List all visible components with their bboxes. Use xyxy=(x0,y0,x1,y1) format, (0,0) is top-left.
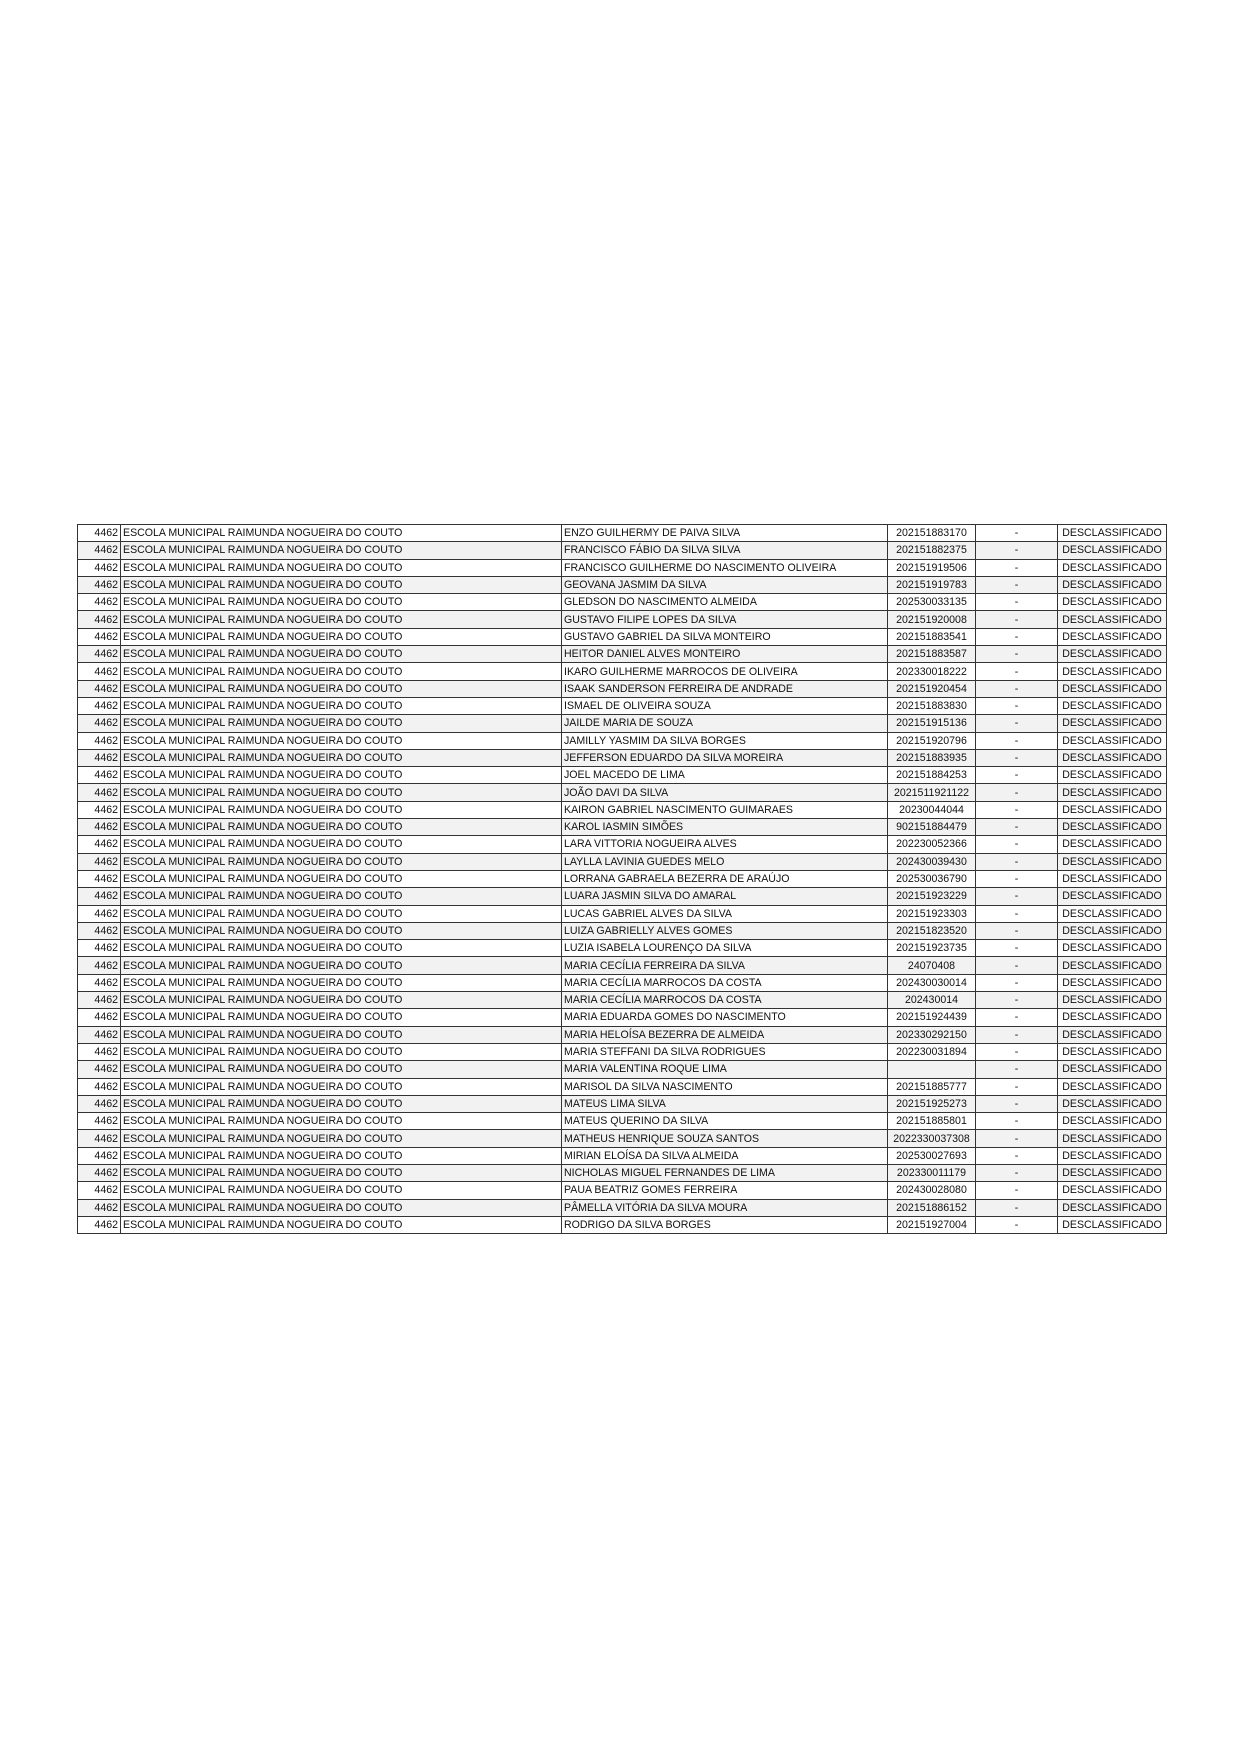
student-name-cell: ISMAEL DE OLIVEIRA SOUZA xyxy=(562,697,888,714)
student-name-cell: GUSTAVO GABRIEL DA SILVA MONTEIRO xyxy=(562,628,888,645)
school-code-cell: 4462 xyxy=(78,1043,121,1060)
registration-cell: 202151885777 xyxy=(888,1078,976,1095)
student-name-cell: MATEUS QUERINO DA SILVA xyxy=(562,1113,888,1130)
status-cell: DESCLASSIFICADO xyxy=(1058,594,1167,611)
status-cell: DESCLASSIFICADO xyxy=(1058,1216,1167,1233)
school-name-cell: ESCOLA MUNICIPAL RAIMUNDA NOGUEIRA DO COUTO xyxy=(121,1095,562,1112)
table-row xyxy=(78,749,1167,766)
student-name-cell: JOÃO DAVI DA SILVA xyxy=(562,784,888,801)
score-cell: - xyxy=(976,628,1058,645)
registration-cell: 202151923229 xyxy=(888,888,976,905)
registration-cell: 202330292150 xyxy=(888,1026,976,1043)
school-name-cell: ESCOLA MUNICIPAL RAIMUNDA NOGUEIRA DO COUTO xyxy=(121,1182,562,1199)
table-row xyxy=(78,559,1167,576)
status-cell: DESCLASSIFICADO xyxy=(1058,1113,1167,1130)
table-row xyxy=(78,1113,1167,1130)
registration-cell: 202151915136 xyxy=(888,715,976,732)
table-row xyxy=(78,992,1167,1009)
registration-cell: 202151882375 xyxy=(888,542,976,559)
school-code-cell: 4462 xyxy=(78,732,121,749)
school-name-cell: ESCOLA MUNICIPAL RAIMUNDA NOGUEIRA DO COUTO xyxy=(121,784,562,801)
score-cell: - xyxy=(976,1216,1058,1233)
registration-cell: 202151883170 xyxy=(888,525,976,542)
score-cell: - xyxy=(976,1026,1058,1043)
student-name-cell: RODRIGO DA SILVA BORGES xyxy=(562,1216,888,1233)
score-cell: - xyxy=(976,819,1058,836)
table-row xyxy=(78,1078,1167,1095)
score-cell: - xyxy=(976,611,1058,628)
school-code-cell: 4462 xyxy=(78,1095,121,1112)
score-cell: - xyxy=(976,1182,1058,1199)
student-name-cell: MARIA CECÍLIA MARROCOS DA COSTA xyxy=(562,992,888,1009)
status-cell: DESCLASSIFICADO xyxy=(1058,732,1167,749)
status-cell: DESCLASSIFICADO xyxy=(1058,1078,1167,1095)
registration-cell: 202151920454 xyxy=(888,680,976,697)
registration-cell: 2021511921122 xyxy=(888,784,976,801)
score-cell: - xyxy=(976,1009,1058,1026)
score-cell: - xyxy=(976,525,1058,542)
school-code-cell: 4462 xyxy=(78,1216,121,1233)
status-cell: DESCLASSIFICADO xyxy=(1058,974,1167,991)
status-cell: DESCLASSIFICADO xyxy=(1058,576,1167,593)
registration-cell: 202330011179 xyxy=(888,1164,976,1181)
school-name-cell: ESCOLA MUNICIPAL RAIMUNDA NOGUEIRA DO COUTO xyxy=(121,836,562,853)
score-cell: - xyxy=(976,1199,1058,1216)
table-row xyxy=(78,1164,1167,1181)
school-code-cell: 4462 xyxy=(78,1182,121,1199)
registration-cell: 202530036790 xyxy=(888,870,976,887)
school-name-cell: ESCOLA MUNICIPAL RAIMUNDA NOGUEIRA DO COUTO xyxy=(121,576,562,593)
score-cell: - xyxy=(976,974,1058,991)
student-name-cell: HEITOR DANIEL ALVES MONTEIRO xyxy=(562,646,888,663)
student-name-cell: MARIA EDUARDA GOMES DO NASCIMENTO xyxy=(562,1009,888,1026)
school-name-cell: ESCOLA MUNICIPAL RAIMUNDA NOGUEIRA DO COUTO xyxy=(121,732,562,749)
student-name-cell: JOEL MACEDO DE LIMA xyxy=(562,767,888,784)
school-code-cell: 4462 xyxy=(78,576,121,593)
score-cell: - xyxy=(976,663,1058,680)
school-name-cell: ESCOLA MUNICIPAL RAIMUNDA NOGUEIRA DO COUTO xyxy=(121,1199,562,1216)
score-cell: - xyxy=(976,680,1058,697)
student-name-cell: MARIA CECÍLIA MARROCOS DA COSTA xyxy=(562,974,888,991)
table-row xyxy=(78,767,1167,784)
status-cell: DESCLASSIFICADO xyxy=(1058,680,1167,697)
status-cell: DESCLASSIFICADO xyxy=(1058,940,1167,957)
score-cell: - xyxy=(976,992,1058,1009)
school-name-cell: ESCOLA MUNICIPAL RAIMUNDA NOGUEIRA DO COUTO xyxy=(121,819,562,836)
school-name-cell: ESCOLA MUNICIPAL RAIMUNDA NOGUEIRA DO COUTO xyxy=(121,646,562,663)
school-code-cell: 4462 xyxy=(78,922,121,939)
registration-cell: 202430030014 xyxy=(888,974,976,991)
student-name-cell: FRANCISCO GUILHERME DO NASCIMENTO OLIVEIRA xyxy=(562,559,888,576)
school-code-cell: 4462 xyxy=(78,749,121,766)
student-name-cell: NICHOLAS MIGUEL FERNANDES DE LIMA xyxy=(562,1164,888,1181)
table-row xyxy=(78,611,1167,628)
table-row xyxy=(78,836,1167,853)
registration-cell: 202151885801 xyxy=(888,1113,976,1130)
school-name-cell: ESCOLA MUNICIPAL RAIMUNDA NOGUEIRA DO COUTO xyxy=(121,957,562,974)
registration-cell: 202430039430 xyxy=(888,853,976,870)
school-code-cell: 4462 xyxy=(78,697,121,714)
registration-cell: 202151883935 xyxy=(888,749,976,766)
score-cell: - xyxy=(976,1130,1058,1147)
status-cell: DESCLASSIFICADO xyxy=(1058,922,1167,939)
school-name-cell: ESCOLA MUNICIPAL RAIMUNDA NOGUEIRA DO COUTO xyxy=(121,594,562,611)
status-cell: DESCLASSIFICADO xyxy=(1058,1026,1167,1043)
registration-cell: 2022330037308 xyxy=(888,1130,976,1147)
table-row xyxy=(78,1216,1167,1233)
registration-cell: 202151920008 xyxy=(888,611,976,628)
student-name-cell: LUCAS GABRIEL ALVES DA SILVA xyxy=(562,905,888,922)
school-name-cell: ESCOLA MUNICIPAL RAIMUNDA NOGUEIRA DO COUTO xyxy=(121,974,562,991)
registration-cell: 24070408 xyxy=(888,957,976,974)
student-name-cell: MARIA CECÍLIA FERREIRA DA SILVA xyxy=(562,957,888,974)
table-row xyxy=(78,801,1167,818)
table-row xyxy=(78,576,1167,593)
student-name-cell: LUZIA ISABELA LOURENÇO DA SILVA xyxy=(562,940,888,957)
student-name-cell: LUIZA GABRIELLY ALVES GOMES xyxy=(562,922,888,939)
score-cell: - xyxy=(976,646,1058,663)
status-cell: DESCLASSIFICADO xyxy=(1058,1182,1167,1199)
student-name-cell: ENZO GUILHERMY DE PAIVA SILVA xyxy=(562,525,888,542)
student-name-cell: GLEDSON DO NASCIMENTO ALMEIDA xyxy=(562,594,888,611)
school-code-cell: 4462 xyxy=(78,888,121,905)
table-row xyxy=(78,888,1167,905)
registration-cell: 202530027693 xyxy=(888,1147,976,1164)
student-name-cell: LAYLLA LAVINIA GUEDES MELO xyxy=(562,853,888,870)
status-cell: DESCLASSIFICADO xyxy=(1058,628,1167,645)
status-cell: DESCLASSIFICADO xyxy=(1058,836,1167,853)
school-code-cell: 4462 xyxy=(78,819,121,836)
status-cell: DESCLASSIFICADO xyxy=(1058,1164,1167,1181)
student-name-cell: KAIRON GABRIEL NASCIMENTO GUIMARAES xyxy=(562,801,888,818)
registration-cell: 202151923735 xyxy=(888,940,976,957)
school-name-cell: ESCOLA MUNICIPAL RAIMUNDA NOGUEIRA DO COUTO xyxy=(121,525,562,542)
status-cell: DESCLASSIFICADO xyxy=(1058,905,1167,922)
score-cell: - xyxy=(976,836,1058,853)
status-cell: DESCLASSIFICADO xyxy=(1058,1043,1167,1060)
results-table-body xyxy=(78,525,1167,1234)
status-cell: DESCLASSIFICADO xyxy=(1058,1130,1167,1147)
score-cell: - xyxy=(976,1061,1058,1078)
school-code-cell: 4462 xyxy=(78,559,121,576)
school-code-cell: 4462 xyxy=(78,1026,121,1043)
status-cell: DESCLASSIFICADO xyxy=(1058,870,1167,887)
table-row xyxy=(78,784,1167,801)
student-name-cell: LUARA JASMIN SILVA DO AMARAL xyxy=(562,888,888,905)
score-cell: - xyxy=(976,576,1058,593)
school-name-cell: ESCOLA MUNICIPAL RAIMUNDA NOGUEIRA DO COUTO xyxy=(121,1113,562,1130)
school-name-cell: ESCOLA MUNICIPAL RAIMUNDA NOGUEIRA DO COUTO xyxy=(121,1216,562,1233)
status-cell: DESCLASSIFICADO xyxy=(1058,559,1167,576)
school-code-cell: 4462 xyxy=(78,853,121,870)
score-cell: - xyxy=(976,940,1058,957)
student-name-cell: GUSTAVO FILIPE LOPES DA SILVA xyxy=(562,611,888,628)
score-cell: - xyxy=(976,749,1058,766)
student-name-cell: LARA VITTORIA NOGUEIRA ALVES xyxy=(562,836,888,853)
registration-cell: 202151925273 xyxy=(888,1095,976,1112)
score-cell: - xyxy=(976,732,1058,749)
status-cell: DESCLASSIFICADO xyxy=(1058,784,1167,801)
status-cell: DESCLASSIFICADO xyxy=(1058,749,1167,766)
school-code-cell: 4462 xyxy=(78,663,121,680)
status-cell: DESCLASSIFICADO xyxy=(1058,801,1167,818)
status-cell: DESCLASSIFICADO xyxy=(1058,697,1167,714)
school-name-cell: ESCOLA MUNICIPAL RAIMUNDA NOGUEIRA DO COUTO xyxy=(121,628,562,645)
student-name-cell: LORRANA GABRAELA BEZERRA DE ARAÚJO xyxy=(562,870,888,887)
table-row xyxy=(78,594,1167,611)
school-code-cell: 4462 xyxy=(78,870,121,887)
student-name-cell: IKARO GUILHERME MARROCOS DE OLIVEIRA xyxy=(562,663,888,680)
score-cell: - xyxy=(976,1113,1058,1130)
student-name-cell: PAUA BEATRIZ GOMES FERREIRA xyxy=(562,1182,888,1199)
school-name-cell: ESCOLA MUNICIPAL RAIMUNDA NOGUEIRA DO COUTO xyxy=(121,905,562,922)
table-row xyxy=(78,957,1167,974)
school-name-cell: ESCOLA MUNICIPAL RAIMUNDA NOGUEIRA DO COUTO xyxy=(121,992,562,1009)
table-row xyxy=(78,922,1167,939)
score-cell: - xyxy=(976,767,1058,784)
school-code-cell: 4462 xyxy=(78,1009,121,1026)
table-row xyxy=(78,974,1167,991)
school-name-cell: ESCOLA MUNICIPAL RAIMUNDA NOGUEIRA DO COUTO xyxy=(121,1043,562,1060)
status-cell: DESCLASSIFICADO xyxy=(1058,992,1167,1009)
registration-cell: 202230052366 xyxy=(888,836,976,853)
table-row xyxy=(78,525,1167,542)
status-cell: DESCLASSIFICADO xyxy=(1058,646,1167,663)
score-cell: - xyxy=(976,801,1058,818)
registration-cell: 202430028080 xyxy=(888,1182,976,1199)
table-row xyxy=(78,542,1167,559)
school-name-cell: ESCOLA MUNICIPAL RAIMUNDA NOGUEIRA DO COUTO xyxy=(121,542,562,559)
status-cell: DESCLASSIFICADO xyxy=(1058,715,1167,732)
school-name-cell: ESCOLA MUNICIPAL RAIMUNDA NOGUEIRA DO COUTO xyxy=(121,680,562,697)
school-code-cell: 4462 xyxy=(78,1078,121,1095)
status-cell: DESCLASSIFICADO xyxy=(1058,957,1167,974)
school-code-cell: 4462 xyxy=(78,767,121,784)
registration-cell: 202151884253 xyxy=(888,767,976,784)
status-cell: DESCLASSIFICADO xyxy=(1058,1147,1167,1164)
school-code-cell: 4462 xyxy=(78,542,121,559)
school-code-cell: 4462 xyxy=(78,974,121,991)
score-cell: - xyxy=(976,853,1058,870)
score-cell: - xyxy=(976,594,1058,611)
score-cell: - xyxy=(976,784,1058,801)
score-cell: - xyxy=(976,1078,1058,1095)
registration-cell: 202151883587 xyxy=(888,646,976,663)
school-code-cell: 4462 xyxy=(78,525,121,542)
table-row xyxy=(78,646,1167,663)
school-name-cell: ESCOLA MUNICIPAL RAIMUNDA NOGUEIRA DO COUTO xyxy=(121,1130,562,1147)
table-row xyxy=(78,1147,1167,1164)
table-row xyxy=(78,853,1167,870)
table-row xyxy=(78,870,1167,887)
registration-cell: 902151884479 xyxy=(888,819,976,836)
school-name-cell: ESCOLA MUNICIPAL RAIMUNDA NOGUEIRA DO COUTO xyxy=(121,1078,562,1095)
table-row xyxy=(78,1009,1167,1026)
school-name-cell: ESCOLA MUNICIPAL RAIMUNDA NOGUEIRA DO COUTO xyxy=(121,888,562,905)
school-code-cell: 4462 xyxy=(78,957,121,974)
status-cell: DESCLASSIFICADO xyxy=(1058,663,1167,680)
school-name-cell: ESCOLA MUNICIPAL RAIMUNDA NOGUEIRA DO COUTO xyxy=(121,1026,562,1043)
school-name-cell: ESCOLA MUNICIPAL RAIMUNDA NOGUEIRA DO COUTO xyxy=(121,1147,562,1164)
student-name-cell: MATHEUS HENRIQUE SOUZA SANTOS xyxy=(562,1130,888,1147)
school-code-cell: 4462 xyxy=(78,801,121,818)
school-name-cell: ESCOLA MUNICIPAL RAIMUNDA NOGUEIRA DO COUTO xyxy=(121,611,562,628)
status-cell: DESCLASSIFICADO xyxy=(1058,542,1167,559)
school-name-cell: ESCOLA MUNICIPAL RAIMUNDA NOGUEIRA DO COUTO xyxy=(121,663,562,680)
school-name-cell: ESCOLA MUNICIPAL RAIMUNDA NOGUEIRA DO COUTO xyxy=(121,559,562,576)
school-name-cell: ESCOLA MUNICIPAL RAIMUNDA NOGUEIRA DO COUTO xyxy=(121,749,562,766)
table-row xyxy=(78,680,1167,697)
table-row xyxy=(78,663,1167,680)
student-name-cell: MARIA HELOÍSA BEZERRA DE ALMEIDA xyxy=(562,1026,888,1043)
school-code-cell: 4462 xyxy=(78,1130,121,1147)
school-code-cell: 4462 xyxy=(78,940,121,957)
table-row xyxy=(78,905,1167,922)
table-row xyxy=(78,715,1167,732)
status-cell: DESCLASSIFICADO xyxy=(1058,525,1167,542)
school-code-cell: 4462 xyxy=(78,905,121,922)
student-name-cell: PÂMELLA VITÓRIA DA SILVA MOURA xyxy=(562,1199,888,1216)
score-cell: - xyxy=(976,1043,1058,1060)
school-code-cell: 4462 xyxy=(78,1113,121,1130)
school-code-cell: 4462 xyxy=(78,680,121,697)
status-cell: DESCLASSIFICADO xyxy=(1058,1009,1167,1026)
table-row xyxy=(78,1026,1167,1043)
score-cell: - xyxy=(976,559,1058,576)
school-name-cell: ESCOLA MUNICIPAL RAIMUNDA NOGUEIRA DO COUTO xyxy=(121,870,562,887)
registration-cell: 202151886152 xyxy=(888,1199,976,1216)
school-name-cell: ESCOLA MUNICIPAL RAIMUNDA NOGUEIRA DO COUTO xyxy=(121,767,562,784)
school-code-cell: 4462 xyxy=(78,646,121,663)
status-cell: DESCLASSIFICADO xyxy=(1058,1199,1167,1216)
registration-cell: 202151883541 xyxy=(888,628,976,645)
school-name-cell: ESCOLA MUNICIPAL RAIMUNDA NOGUEIRA DO COUTO xyxy=(121,922,562,939)
student-name-cell: JAMILLY YASMIM DA SILVA BORGES xyxy=(562,732,888,749)
registration-cell: 202151920796 xyxy=(888,732,976,749)
status-cell: DESCLASSIFICADO xyxy=(1058,1095,1167,1112)
school-code-cell: 4462 xyxy=(78,1164,121,1181)
registration-cell: 202151823520 xyxy=(888,922,976,939)
school-name-cell: ESCOLA MUNICIPAL RAIMUNDA NOGUEIRA DO COUTO xyxy=(121,940,562,957)
registration-cell: 202530033135 xyxy=(888,594,976,611)
score-cell: - xyxy=(976,888,1058,905)
registration-cell: 202151924439 xyxy=(888,1009,976,1026)
school-code-cell: 4462 xyxy=(78,992,121,1009)
school-code-cell: 4462 xyxy=(78,715,121,732)
school-code-cell: 4462 xyxy=(78,784,121,801)
student-name-cell: MARIA VALENTINA ROQUE LIMA xyxy=(562,1061,888,1078)
student-name-cell: MIRIAN ELOÍSA DA SILVA ALMEIDA xyxy=(562,1147,888,1164)
registration-cell: 202151883830 xyxy=(888,697,976,714)
school-name-cell: ESCOLA MUNICIPAL RAIMUNDA NOGUEIRA DO COUTO xyxy=(121,1164,562,1181)
student-name-cell: MATEUS LIMA SILVA xyxy=(562,1095,888,1112)
school-name-cell: ESCOLA MUNICIPAL RAIMUNDA NOGUEIRA DO COUTO xyxy=(121,697,562,714)
student-name-cell: MARIA STEFFANI DA SILVA RODRIGUES xyxy=(562,1043,888,1060)
school-code-cell: 4462 xyxy=(78,628,121,645)
table-row xyxy=(78,1095,1167,1112)
table-row xyxy=(78,1043,1167,1060)
student-name-cell: GEOVANA JASMIM DA SILVA xyxy=(562,576,888,593)
school-code-cell: 4462 xyxy=(78,594,121,611)
student-name-cell: KAROL IASMIN SIMÕES xyxy=(562,819,888,836)
school-name-cell: ESCOLA MUNICIPAL RAIMUNDA NOGUEIRA DO COUTO xyxy=(121,1009,562,1026)
status-cell: DESCLASSIFICADO xyxy=(1058,853,1167,870)
status-cell: DESCLASSIFICADO xyxy=(1058,1061,1167,1078)
school-code-cell: 4462 xyxy=(78,1199,121,1216)
school-name-cell: ESCOLA MUNICIPAL RAIMUNDA NOGUEIRA DO COUTO xyxy=(121,853,562,870)
table-row xyxy=(78,628,1167,645)
table-row xyxy=(78,1130,1167,1147)
score-cell: - xyxy=(976,542,1058,559)
school-name-cell: ESCOLA MUNICIPAL RAIMUNDA NOGUEIRA DO COUTO xyxy=(121,801,562,818)
status-cell: DESCLASSIFICADO xyxy=(1058,888,1167,905)
score-cell: - xyxy=(976,1147,1058,1164)
registration-cell: 202430014 xyxy=(888,992,976,1009)
student-name-cell: ISAAK SANDERSON FERREIRA DE ANDRADE xyxy=(562,680,888,697)
registration-cell: 202151919506 xyxy=(888,559,976,576)
status-cell: DESCLASSIFICADO xyxy=(1058,611,1167,628)
status-cell: DESCLASSIFICADO xyxy=(1058,819,1167,836)
table-row xyxy=(78,697,1167,714)
table-row xyxy=(78,819,1167,836)
score-cell: - xyxy=(976,922,1058,939)
results-table xyxy=(77,524,1167,1234)
registration-cell: 202151919783 xyxy=(888,576,976,593)
table-row xyxy=(78,1182,1167,1199)
student-name-cell: JEFFERSON EDUARDO DA SILVA MOREIRA xyxy=(562,749,888,766)
student-name-cell: FRANCISCO FÁBIO DA SILVA SILVA xyxy=(562,542,888,559)
registration-cell xyxy=(888,1061,976,1078)
school-code-cell: 4462 xyxy=(78,1061,121,1078)
school-code-cell: 4462 xyxy=(78,836,121,853)
table-row xyxy=(78,1199,1167,1216)
school-code-cell: 4462 xyxy=(78,1147,121,1164)
registration-cell: 202151923303 xyxy=(888,905,976,922)
status-cell: DESCLASSIFICADO xyxy=(1058,767,1167,784)
table-row xyxy=(78,940,1167,957)
student-name-cell: MARISOL DA SILVA NASCIMENTO xyxy=(562,1078,888,1095)
score-cell: - xyxy=(976,697,1058,714)
score-cell: - xyxy=(976,1164,1058,1181)
score-cell: - xyxy=(976,905,1058,922)
score-cell: - xyxy=(976,715,1058,732)
registration-cell: 20230044044 xyxy=(888,801,976,818)
registration-cell: 202330018222 xyxy=(888,663,976,680)
school-name-cell: ESCOLA MUNICIPAL RAIMUNDA NOGUEIRA DO COUTO xyxy=(121,1061,562,1078)
table-row xyxy=(78,1061,1167,1078)
registration-cell: 202151927004 xyxy=(888,1216,976,1233)
table-row xyxy=(78,732,1167,749)
score-cell: - xyxy=(976,1095,1058,1112)
school-code-cell: 4462 xyxy=(78,611,121,628)
score-cell: - xyxy=(976,870,1058,887)
student-name-cell: JAILDE MARIA DE SOUZA xyxy=(562,715,888,732)
registration-cell: 202230031894 xyxy=(888,1043,976,1060)
school-name-cell: ESCOLA MUNICIPAL RAIMUNDA NOGUEIRA DO COUTO xyxy=(121,715,562,732)
score-cell: - xyxy=(976,957,1058,974)
